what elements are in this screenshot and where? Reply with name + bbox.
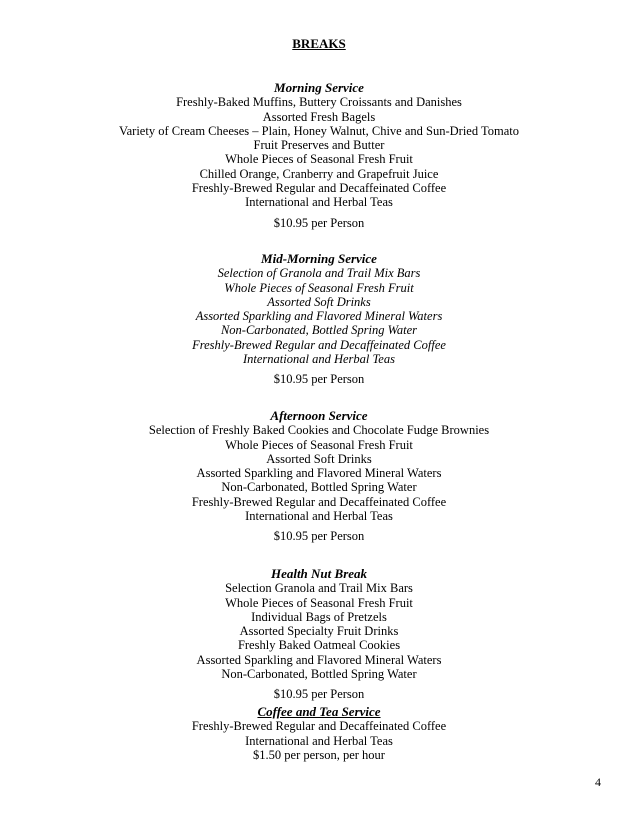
list-item: Freshly Baked Oatmeal Cookies [237, 638, 401, 653]
page-number: 4 [595, 775, 601, 789]
section-heading: Afternoon Service [270, 408, 368, 423]
list-item: Whole Pieces of Seasonal Fresh Fruit [225, 437, 413, 452]
price: $10.95 per Person [273, 215, 365, 230]
price: $10.95 per Person [273, 687, 365, 702]
list-item: Selection Granola and Trail Mix Bars [225, 581, 413, 596]
list-item: Chilled Orange, Cranberry and Grapefruit Juice [199, 166, 439, 181]
list-item: Assorted Sparkling and Flavored Mineral Waters [195, 309, 443, 324]
list-item: Freshly-Brewed Regular and Decaffeinated Coffee [191, 719, 447, 734]
list-item: Assorted Fresh Bagels [262, 109, 376, 124]
page-title: BREAKS [292, 36, 346, 51]
list-item: $1.50 per person, per hour [253, 747, 385, 762]
list-item: Freshly-Brewed Regular and Decaffeinated Coffee [192, 337, 446, 352]
price: $10.95 per Person [273, 529, 365, 544]
list-item: International and Herbal Teas [245, 733, 393, 748]
section-morning-service [0, 81, 638, 230]
section-heading: Health Nut Break [270, 566, 368, 581]
list-item: Individual Bags of Pretzels [251, 609, 387, 624]
list-item: Assorted Soft Drinks [266, 451, 372, 466]
section-afternoon-service [0, 409, 638, 544]
list-item: Whole Pieces of Seasonal Fresh Fruit [225, 152, 413, 167]
list-item: Fruit Preserves and Butter [253, 138, 385, 153]
section-health-nut-break [0, 567, 638, 702]
section-heading: Mid-Morning Service [261, 251, 377, 266]
section-heading: Coffee and Tea Service [257, 704, 381, 719]
list-item: Whole Pieces of Seasonal Fresh Fruit [224, 280, 414, 295]
list-item: Assorted Specialty Fruit Drinks [239, 624, 399, 639]
list-item: International and Herbal Teas [245, 509, 393, 524]
list-item: Selection of Granola and Trail Mix Bars [217, 266, 421, 281]
list-item: International and Herbal Teas [243, 352, 395, 367]
list-item: Assorted Soft Drinks [267, 294, 371, 309]
list-item: Whole Pieces of Seasonal Fresh Fruit [225, 595, 413, 610]
list-item: Variety of Cream Cheeses – Plain, Honey Walnut, Chive and Sun-Dried Tomato [118, 123, 519, 138]
section-coffee-and-tea-service [0, 705, 638, 762]
price: $10.95 per Person [273, 372, 365, 387]
list-item: Non-Carbonated, Bottled Spring Water [221, 667, 417, 682]
list-item: Freshly-Baked Muffins, Buttery Croissants and Danishes [176, 95, 462, 110]
list-item: Assorted Sparkling and Flavored Mineral Waters [196, 466, 442, 481]
list-item: Assorted Sparkling and Flavored Mineral Waters [196, 652, 442, 667]
list-item: Freshly-Brewed Regular and Decaffeinated Coffee [191, 494, 447, 509]
list-item: Non-Carbonated, Bottled Spring Water [220, 323, 418, 338]
list-item: International and Herbal Teas [245, 195, 393, 210]
section-mid-morning-service [0, 252, 638, 387]
list-item: Non-Carbonated, Bottled Spring Water [221, 480, 417, 495]
list-item: Freshly-Brewed Regular and Decaffeinated Coffee [191, 181, 447, 196]
section-heading: Morning Service [274, 80, 364, 95]
list-item: Selection of Freshly Baked Cookies and Chocolate Fudge Brownies [148, 423, 490, 438]
